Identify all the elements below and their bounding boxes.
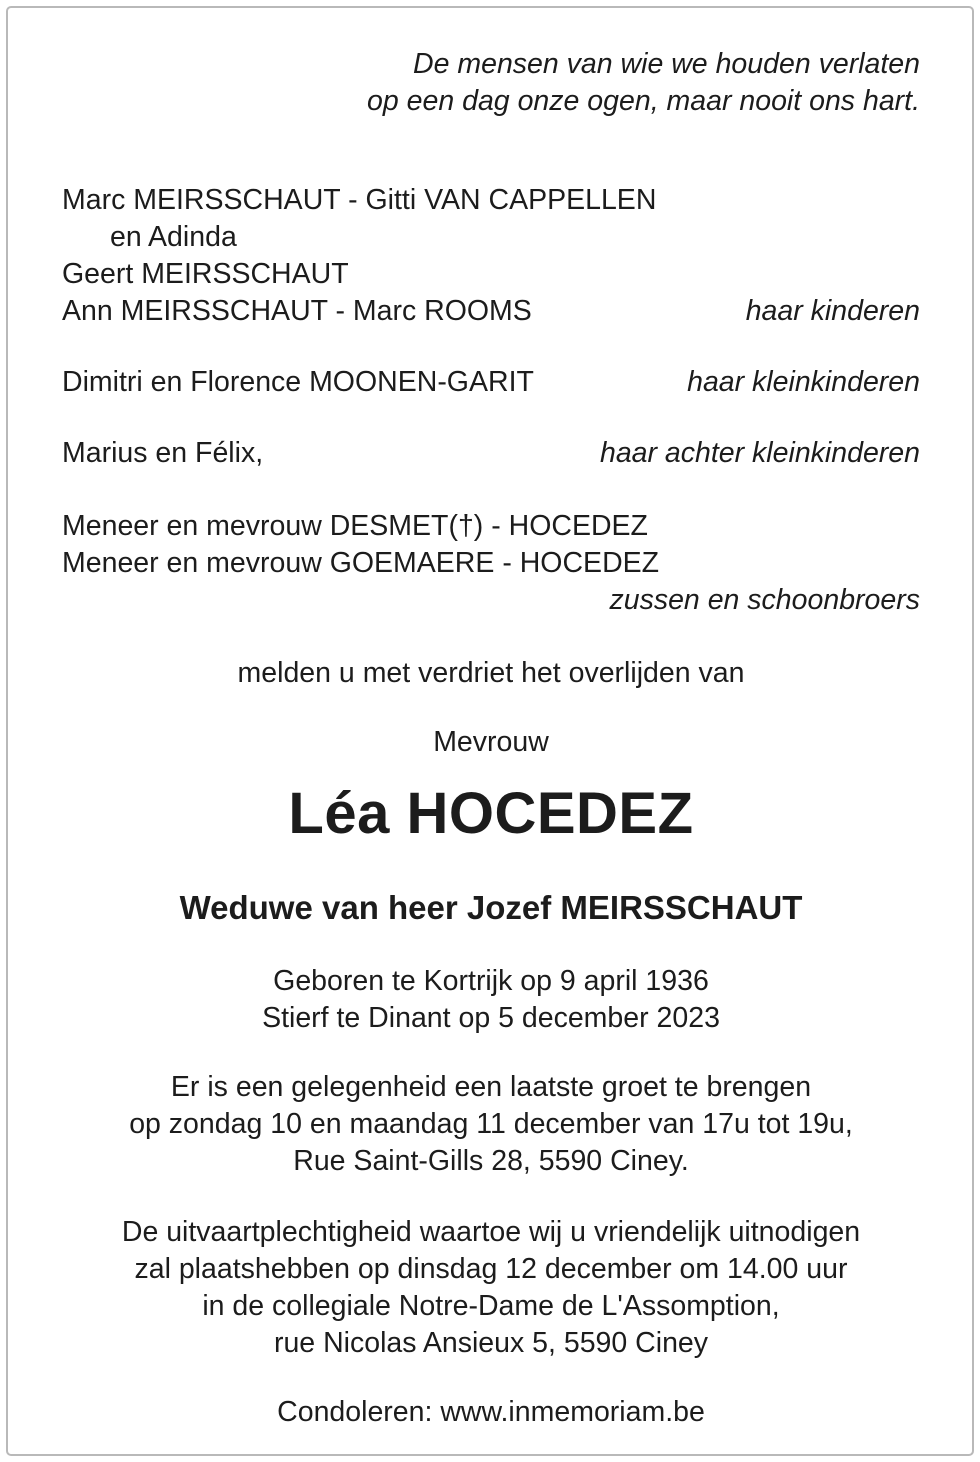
relation-label-grandchildren: haar kleinkinderen	[687, 366, 920, 398]
family-member-line: en Adinda	[110, 221, 237, 253]
relation-label-great-grandchildren: haar achter kleinkinderen	[599, 437, 920, 469]
deceased-name: Léa HOCEDEZ	[288, 781, 694, 846]
relation-label-children: haar kinderen	[745, 295, 920, 327]
family-member-line: Ann MEIRSSCHAUT - Marc ROOMS	[62, 295, 532, 327]
funeral-line: zal plaatshebben op dinsdag 12 december om 14.00 uur	[134, 1253, 848, 1285]
funeral-line: De uitvaartplechtigheid waartoe wij u vriendelijk uitnodigen	[121, 1216, 861, 1248]
family-member-line: Meneer en mevrouw GOEMAERE - HOCEDEZ	[62, 547, 660, 579]
honorific: Mevrouw	[433, 726, 549, 758]
family-member-line: Meneer en mevrouw DESMET(†) - HOCEDEZ	[62, 510, 648, 542]
grandchildren-section	[62, 364, 920, 401]
condolences-label: Condoleren:	[277, 1396, 433, 1428]
visitation-section	[62, 1069, 920, 1180]
birth-line: Geboren te Kortrijk op 9 april 1936	[273, 965, 709, 997]
family-member-line: Marius en Félix,	[62, 437, 264, 469]
announcement-line: melden u met verdriet het overlijden van	[237, 657, 745, 689]
relation-label-siblings: zussen en schoonbroers	[609, 584, 920, 616]
visitation-address: Rue Saint-Gills 28, 5590 Ciney.	[293, 1145, 689, 1177]
death-line: Stierf te Dinant op 5 december 2023	[262, 1002, 720, 1034]
quote-line-2: op een dag onze ogen, maar nooit ons hart.	[367, 85, 920, 117]
family-member-line: Marc MEIRSSCHAUT - Gitti VAN CAPPELLEN	[62, 184, 657, 216]
dates-section	[62, 963, 920, 1037]
great-grandchildren-section	[62, 435, 920, 472]
funeral-church-line: in de collegiale Notre-Dame de L'Assomption,	[202, 1290, 780, 1322]
condolences-url: www.inmemoriam.be	[440, 1396, 705, 1428]
quote-line-1: De mensen van wie we houden verlaten	[413, 48, 920, 80]
family-member-line: Geert MEIRSSCHAUT	[62, 258, 349, 290]
condolences-section	[62, 1394, 920, 1431]
funeral-section	[62, 1214, 920, 1362]
family-member-line: Dimitri en Florence MOONEN-GARIT	[62, 366, 534, 398]
funeral-address: rue Nicolas Ansieux 5, 5590 Ciney	[273, 1327, 709, 1359]
visitation-line: Er is een gelegenheid een laatste groet te brengen	[170, 1071, 812, 1103]
children-section	[62, 182, 920, 330]
visitation-line: op zondag 10 en maandag 11 december van 17u tot 19u,	[129, 1108, 853, 1140]
siblings-section	[62, 508, 920, 619]
opening-quote	[62, 46, 920, 120]
widow-line: Weduwe van heer Jozef MEIRSSCHAUT	[179, 889, 803, 926]
